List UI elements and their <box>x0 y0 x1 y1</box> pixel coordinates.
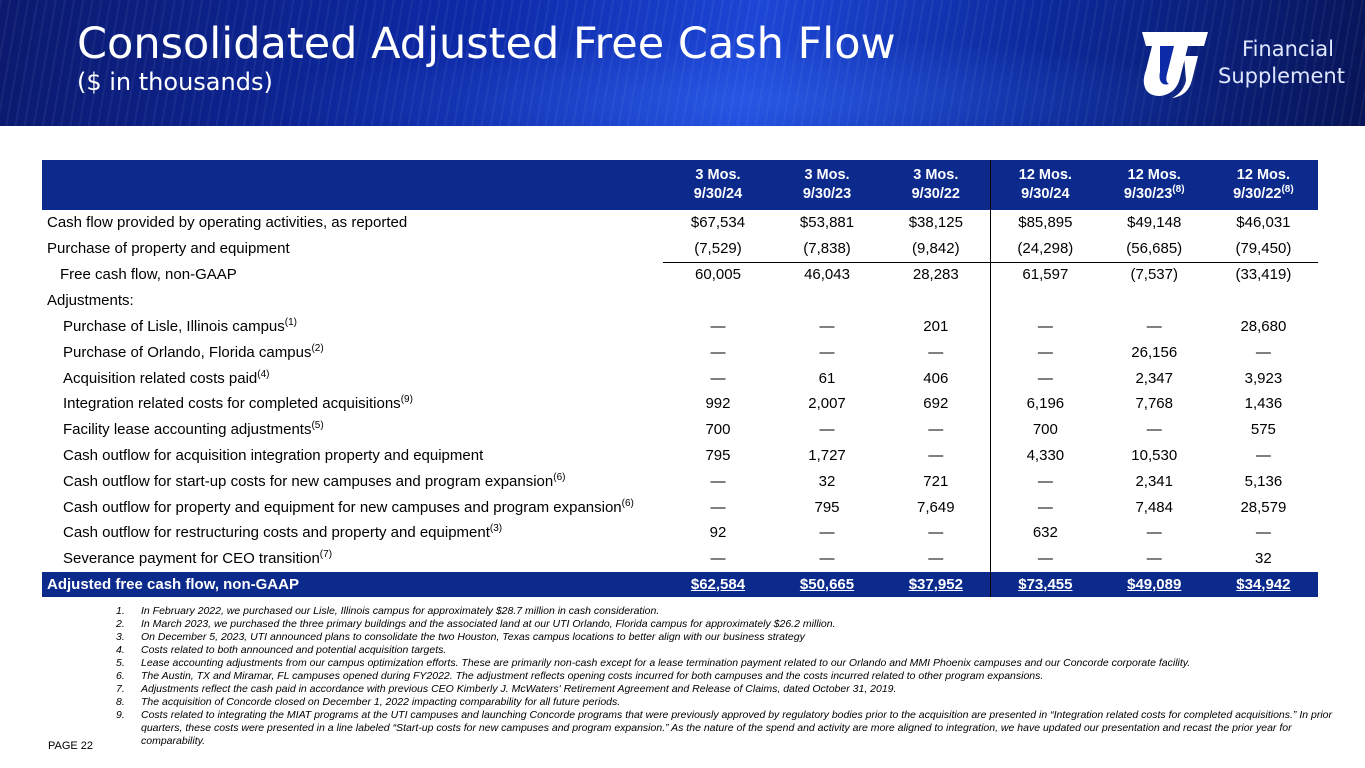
row-value: (24,298) <box>991 236 1100 262</box>
total-value-cell <box>773 572 882 597</box>
row-value: — <box>1146 550 1162 568</box>
total-value: $50,665 <box>799 575 855 593</box>
row-value: 795 <box>705 447 731 465</box>
header-banner <box>0 0 1365 126</box>
row-value: 61,597 <box>991 262 1100 288</box>
row-value: 26,156 <box>1131 343 1178 361</box>
table-row <box>42 546 1318 572</box>
column-header <box>1100 160 1209 210</box>
total-value: $49,089 <box>1127 575 1182 593</box>
footnote-number: 4. <box>116 644 125 656</box>
row-value: — <box>991 366 1100 392</box>
row-value: $46,031 <box>1236 213 1291 231</box>
row-value: 6,196 <box>991 392 1100 418</box>
row-footnote-ref: (5) <box>311 420 324 432</box>
brand-line-2: Supplement <box>1218 64 1345 88</box>
footnote-number: 8. <box>116 696 125 708</box>
page-number: PAGE 22 <box>48 740 94 752</box>
row-value: $85,895 <box>991 210 1100 236</box>
total-label: Adjusted free cash flow, non-GAAP <box>47 575 299 593</box>
row-value: (33,419) <box>1209 262 1318 288</box>
row-label-text: Purchase of Orlando, Florida campus <box>63 343 312 361</box>
row-footnote-ref: (2) <box>311 342 324 354</box>
footnote <box>116 709 1336 748</box>
row-value: 692 <box>923 395 949 413</box>
row-footnote-ref: (9) <box>400 394 413 406</box>
footnote-text: Adjustments reflect the cash paid in accordance with previous CEO Kimberly J. McWaters' Retirement Agreement and Release of Claims, dated October 31, 2019. <box>141 683 897 695</box>
row-value: 992 <box>705 395 731 413</box>
row-value: — <box>991 314 1100 340</box>
row-value: — <box>1255 524 1271 542</box>
row-value: — <box>1255 447 1271 465</box>
table-row <box>42 314 1318 340</box>
table-body <box>42 210 1318 597</box>
column-footnote-ref: (8) <box>1281 183 1294 195</box>
row-label <box>42 521 663 547</box>
row-label <box>42 495 663 521</box>
row-value: 28,579 <box>1240 498 1287 516</box>
row-value: 61 <box>818 369 836 387</box>
footnote-text: The acquisition of Concorde closed on December 1, 2022 impacting comparability for all future periods. <box>141 696 621 708</box>
row-label-text: Severance payment for CEO transition <box>63 550 320 568</box>
row-value: — <box>710 550 726 568</box>
row-label-text: Cash outflow for property and equipment for new campuses and program expansion <box>63 498 622 516</box>
footnote-number: 3. <box>116 631 125 643</box>
column-date: 9/30/23 <box>1123 185 1173 202</box>
table-row <box>42 521 1318 547</box>
row-label <box>42 366 663 392</box>
row-value: — <box>928 447 944 465</box>
row-footnote-ref: (4) <box>257 368 270 380</box>
row-value: 2,341 <box>1135 472 1173 490</box>
row-label <box>42 392 663 418</box>
column-period: 3 Mos. <box>695 166 741 183</box>
table-row <box>42 288 1318 314</box>
footnote <box>116 605 1336 618</box>
row-value: (7,529) <box>694 239 742 257</box>
row-value: 2,007 <box>808 395 846 413</box>
row-value: 28,283 <box>882 262 991 288</box>
financial-supplement-label <box>1218 36 1345 90</box>
footnote <box>116 670 1336 683</box>
page-subtitle: ($ in thousands) <box>77 68 273 96</box>
footnote-text: The Austin, TX and Miramar, FL campuses opened during FY2022. The adjustment reflects opening costs incurred for both campuses and the costs incurred related to other program expansions. <box>141 670 1044 682</box>
row-label-text: Free cash flow, non-GAAP <box>60 266 237 284</box>
footnote-number: 1. <box>116 605 125 617</box>
row-value: $49,148 <box>1127 213 1182 231</box>
row-label <box>42 546 663 572</box>
row-value: — <box>819 343 835 361</box>
footnote-text: In March 2023, we purchased the three primary buildings and the associated land at our UTI Orlando, Florida campus for approximately $26.2 million. <box>141 618 836 630</box>
row-label-text: Cash flow provided by operating activities, as reported <box>47 213 408 231</box>
row-label <box>42 340 663 366</box>
free-cash-flow-table <box>42 160 1318 597</box>
column-date: 9/30/24 <box>693 185 743 202</box>
row-value <box>882 288 991 314</box>
footnote <box>116 657 1336 670</box>
row-value: (56,685) <box>1126 239 1183 257</box>
footnote-number: 7. <box>116 683 125 695</box>
row-value: — <box>991 546 1100 572</box>
row-value: 92 <box>709 524 727 542</box>
row-value: $38,125 <box>908 213 963 231</box>
brand-line-1: Financial <box>1242 37 1334 61</box>
column-header <box>991 160 1100 210</box>
total-value: $37,952 <box>908 575 963 593</box>
footnote-text: Lease accounting adjustments from our campus optimization efforts. These are primarily non-cash except for a lease termination payment related to our Orlando and MMI Phoenix campuses and our Concorde corporate facility. <box>141 657 1191 669</box>
row-value: — <box>928 343 944 361</box>
row-value: — <box>1255 343 1271 361</box>
row-label-text: Adjustments: <box>47 292 134 310</box>
row-value: — <box>710 369 726 387</box>
row-label-text: Integration related costs for completed acquisitions <box>63 395 401 413</box>
column-period: 3 Mos. <box>804 166 850 183</box>
column-date: 9/30/22 <box>911 185 960 202</box>
row-value: 10,530 <box>1131 447 1178 465</box>
total-value: $73,455 <box>1018 575 1073 593</box>
row-value: 28,680 <box>1240 318 1287 336</box>
footnote-text: On December 5, 2023, UTI announced plans to consolidate the two Houston, Texas campus locations to better align with our business strategy <box>141 631 805 643</box>
column-period: 12 Mos. <box>1018 166 1072 183</box>
row-value: — <box>1146 421 1162 439</box>
row-footnote-ref: (3) <box>489 523 503 535</box>
row-footnote-ref: (7) <box>319 549 333 561</box>
row-value: — <box>928 421 944 439</box>
column-header <box>1209 160 1318 210</box>
footnote <box>116 631 1336 644</box>
footnote <box>116 618 1336 631</box>
row-value: $53,881 <box>799 213 855 231</box>
total-value-cell <box>991 572 1100 597</box>
row-label <box>42 236 663 262</box>
total-value-cell <box>1100 572 1209 597</box>
total-value: $62,584 <box>690 575 746 593</box>
row-value: 201 <box>923 318 949 336</box>
row-value: 5,136 <box>1244 472 1283 490</box>
row-label <box>42 443 663 469</box>
row-value: — <box>1146 524 1162 542</box>
row-value: 4,330 <box>991 443 1100 469</box>
row-label <box>42 262 663 288</box>
footnote-text: Costs related to integrating the MIAT programs at the UTI campuses and launching Concorde programs that were previously approved by regulatory bodies prior to the acquisition are presented in “Integration related costs for completed acquisitions.” In prior quarters, these costs were presented in a line labeled “Start-up costs for new campuses and program expansion.” As the nature of the spend and activity are more aligned to integration, we have updated our presentation and recast the prior year for comparability. <box>141 709 1333 747</box>
footnote-number: 2. <box>116 618 125 630</box>
row-value: 32 <box>818 472 836 490</box>
row-value: 7,649 <box>917 498 955 516</box>
row-value: — <box>991 495 1100 521</box>
uti-logo-icon <box>1138 26 1212 102</box>
table-row <box>42 392 1318 418</box>
row-label <box>42 417 663 443</box>
row-value: — <box>1146 318 1162 336</box>
column-date: 9/30/23 <box>802 185 852 202</box>
total-value-cell <box>663 572 772 597</box>
row-value: (7,838) <box>803 239 851 257</box>
row-value <box>773 288 882 314</box>
row-value: 2,347 <box>1135 369 1173 387</box>
row-value: 7,484 <box>1135 498 1173 516</box>
table-row <box>42 262 1318 288</box>
row-value: — <box>819 421 835 439</box>
table-row <box>42 340 1318 366</box>
row-value: — <box>710 498 726 516</box>
row-label-text: Facility lease accounting adjustments <box>63 421 312 439</box>
table-row <box>42 210 1318 236</box>
row-label-text: Cash outflow for acquisition integration property and equipment <box>63 447 484 465</box>
footnote-number: 5. <box>116 657 125 669</box>
column-header <box>882 160 991 210</box>
row-value <box>991 288 1100 314</box>
column-footnote-ref: (8) <box>1172 183 1185 195</box>
row-value: 406 <box>923 369 949 387</box>
row-footnote-ref: (6) <box>553 471 566 483</box>
row-value: (9,842) <box>912 239 960 257</box>
row-value: 7,768 <box>1135 395 1173 413</box>
row-label <box>42 210 663 236</box>
column-period: 12 Mos. <box>1127 166 1181 183</box>
row-value: — <box>991 340 1100 366</box>
row-value: 46,043 <box>773 262 882 288</box>
column-period: 12 Mos. <box>1236 166 1290 183</box>
column-header <box>663 160 772 210</box>
row-value: 721 <box>923 472 949 490</box>
footnote <box>116 683 1336 696</box>
header-row <box>42 160 1318 210</box>
row-value: 795 <box>814 498 840 516</box>
row-value: — <box>819 550 835 568</box>
row-value: 1,436 <box>1244 395 1283 413</box>
row-value: — <box>991 469 1100 495</box>
row-value: 3,923 <box>1244 369 1283 387</box>
row-label <box>42 314 663 340</box>
row-value <box>1100 288 1209 314</box>
table-row <box>42 495 1318 521</box>
row-value: 60,005 <box>663 262 772 288</box>
footnote-text: Costs related to both announced and potential acquisition targets. <box>141 644 447 656</box>
row-value: 1,727 <box>808 447 846 465</box>
row-value: — <box>710 472 726 490</box>
row-value: $67,534 <box>690 213 746 231</box>
row-label <box>42 469 663 495</box>
total-row <box>42 572 1318 597</box>
table-row <box>42 417 1318 443</box>
row-value: 700 <box>705 421 731 439</box>
table-header <box>42 160 1318 210</box>
row-footnote-ref: (6) <box>621 497 634 509</box>
column-header <box>773 160 882 210</box>
row-value <box>663 288 772 314</box>
header-label-cell <box>42 160 663 210</box>
row-value: — <box>819 524 835 542</box>
row-value: — <box>710 343 726 361</box>
row-footnote-ref: (1) <box>284 317 298 329</box>
footnotes <box>116 605 1336 748</box>
page-title: Consolidated Adjusted Free Cash Flow <box>77 19 896 69</box>
total-value-cell <box>882 572 991 597</box>
table-row <box>42 443 1318 469</box>
row-label-text: Cash outflow for restructuring costs and property and equipment <box>63 524 490 542</box>
row-value: — <box>928 550 944 568</box>
footnote <box>116 644 1336 657</box>
footnote-number: 6. <box>116 670 125 682</box>
footnote-text: In February 2022, we purchased our Lisle, Illinois campus for approximately $28.7 million in cash consideration. <box>141 605 660 617</box>
row-value: (79,450) <box>1235 239 1292 257</box>
row-label-text: Purchase of property and equipment <box>47 239 290 257</box>
total-value-cell <box>1209 572 1318 597</box>
row-value: — <box>819 318 835 336</box>
footnote <box>116 696 1336 709</box>
row-value: (7,537) <box>1100 262 1209 288</box>
row-value: 632 <box>991 521 1100 547</box>
row-value: — <box>710 318 726 336</box>
row-label <box>42 288 663 314</box>
row-value <box>1209 288 1318 314</box>
row-value: 700 <box>991 417 1100 443</box>
total-value: $34,942 <box>1236 575 1291 593</box>
row-value: 575 <box>1250 421 1276 439</box>
row-value: — <box>928 524 944 542</box>
column-date: 9/30/22 <box>1233 185 1282 202</box>
row-label-text: Purchase of Lisle, Illinois campus <box>63 318 285 336</box>
row-label-text: Cash outflow for start-up costs for new campuses and program expansion <box>63 472 554 490</box>
column-period: 3 Mos. <box>913 166 959 183</box>
row-label-text: Acquisition related costs paid <box>63 369 258 387</box>
column-date: 9/30/24 <box>1021 185 1070 202</box>
row-value: 32 <box>1255 550 1272 568</box>
table-row <box>42 366 1318 392</box>
table-row <box>42 469 1318 495</box>
table-row <box>42 236 1318 262</box>
footnote-number: 9. <box>116 709 125 721</box>
